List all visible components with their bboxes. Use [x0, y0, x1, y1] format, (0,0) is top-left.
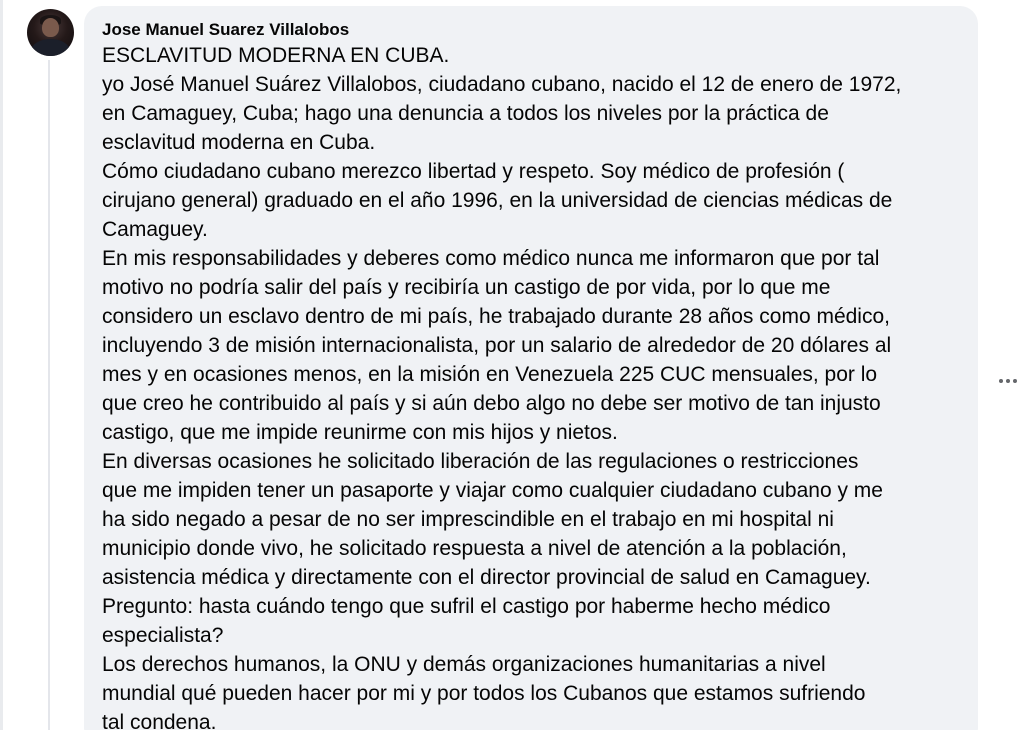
comment-line: incluyendo 3 de misión internacionalista, por un salario de alrededor de 20 dólares al — [102, 334, 892, 357]
more-horizontal-icon — [999, 379, 1003, 383]
avatar-head — [42, 18, 59, 37]
comment-line: castigo, que me impide reunirme con mis hijos y nietos. — [102, 421, 618, 444]
comment-line: En diversas ocasiones he solicitado liberación de las regulaciones o restricciones — [102, 450, 859, 473]
avatar-shoulders — [31, 39, 70, 56]
comment-body — [102, 41, 972, 730]
comment-line: considero un esclavo dentro de mi país, he trabajado durante 28 años como médico, — [102, 305, 890, 328]
comment-line: yo José Manuel Suárez Villalobos, ciudadano cubano, nacido el 12 de enero de 1972, — [102, 73, 902, 96]
comment-line: Camaguey. — [102, 218, 208, 241]
comment-line: motivo no podría salir del país y recibiría un castigo de por vida, por lo que me — [102, 276, 831, 299]
comment-line: municipio donde vivo, he solicitado respuesta a nivel de atención a la población, — [102, 537, 847, 560]
comment-line: Los derechos humanos, la ONU y demás organizaciones humanitarias a nivel — [102, 653, 826, 676]
comment-line: que creo he contribuido al país y si aún debo algo no debe ser motivo de tan injusto — [102, 392, 881, 415]
comment-line: mes y en ocasiones menos, en la misión en Venezuela 225 CUC mensuales, por lo — [102, 363, 878, 386]
avatar[interactable] — [27, 9, 74, 56]
comment-line: mundial qué pueden hacer por mi y por todos los Cubanos que estamos sufriendo — [102, 682, 866, 705]
comment-line: asistencia médica y directamente con el director provincial de salud en Camaguey. — [102, 566, 871, 589]
left-edge-divider — [0, 0, 3, 730]
comment-author-name[interactable]: Jose Manuel Suarez Villalobos — [102, 20, 350, 39]
comment-line: tal condena. — [102, 711, 217, 730]
comment-line: ESCLAVITUD MODERNA EN CUBA. — [102, 44, 450, 67]
more-horizontal-icon-dot — [1013, 379, 1017, 383]
comment-line: que me impiden tener un pasaporte y viajar como cualquier ciudadano cubano y me — [102, 479, 883, 502]
thread-connector-line — [48, 60, 50, 730]
comment-line: en Camaguey, Cuba; hago una denuncia a todos los niveles por la práctica de — [102, 102, 829, 125]
comment-line: ha sido negado a pesar de no ser imprescindible en el trabajo en mi hospital ni — [102, 508, 834, 531]
more-options-button[interactable] — [994, 369, 1022, 393]
comment-line: Cómo ciudadano cubano merezco libertad y respeto. Soy médico de profesión ( — [102, 160, 845, 183]
comment-line: cirujano general) graduado en el año 1996, en la universidad de ciencias médicas de — [102, 189, 893, 212]
comment-line: esclavitud moderna en Cuba. — [102, 131, 376, 154]
more-horizontal-icon-dot — [1006, 379, 1010, 383]
comment-line: Pregunto: hasta cuándo tengo que sufril el castigo por haberme hecho médico — [102, 595, 831, 618]
comment-line: En mis responsabilidades y deberes como médico nunca me informaron que por tal — [102, 247, 880, 270]
comment-line: especialista? — [102, 624, 224, 647]
